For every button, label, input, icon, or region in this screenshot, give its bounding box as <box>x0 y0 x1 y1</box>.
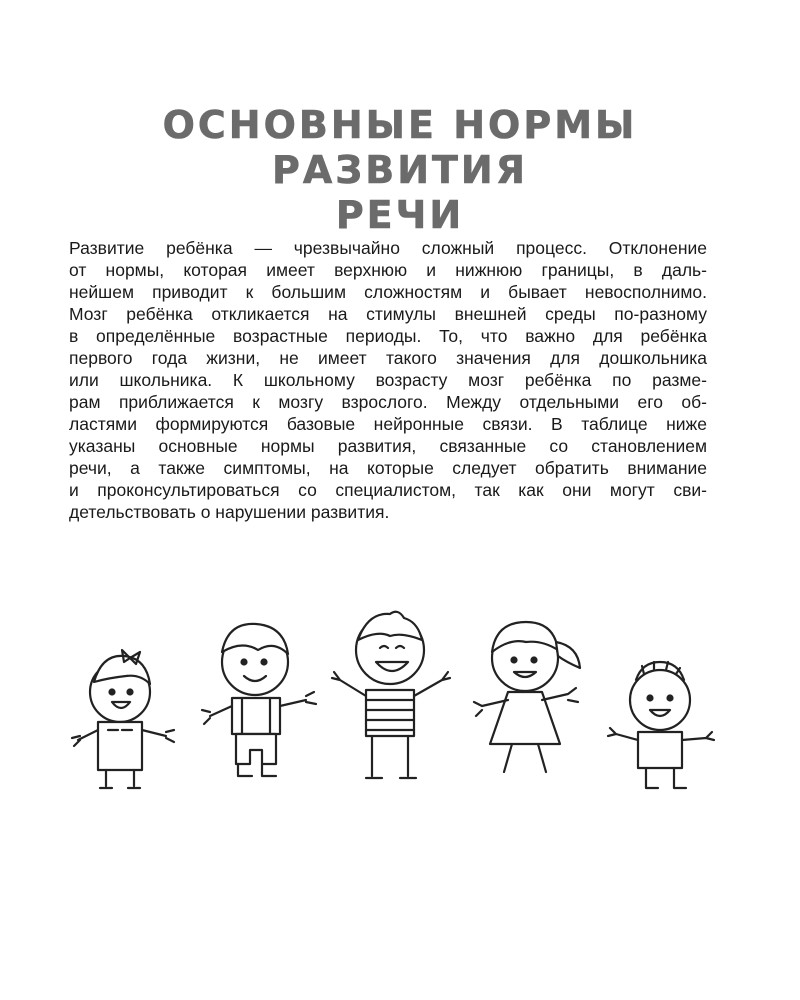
title-line-1: ОСНОВНЫЕ НОРМЫ <box>162 103 638 148</box>
body-line-1: Развитие ребёнка — чрезвычайно сложный процесс. Отклонение <box>69 238 707 258</box>
kid-girl-bow <box>72 650 174 788</box>
body-line-7: или школьника. К школьному возрасту мозг ребёнка по разме- <box>69 370 707 390</box>
kid-boy-small <box>608 662 714 788</box>
kid-girl-dress <box>474 622 580 772</box>
kid-boy-striped <box>332 612 450 778</box>
body-line-9: ластями формируются базовые нейронные связи. В таблице ниже <box>69 414 707 434</box>
body-line-3: нейшем приводит к большим сложностям и бывает невосполнимо. <box>69 282 707 302</box>
body-paragraph <box>69 237 707 523</box>
page-title <box>0 103 800 238</box>
body-line-8: рам приближается к мозгу взрослого. Между отдельными его об- <box>69 392 707 412</box>
body-line-10: указаны основные нормы развития, связанные со становлением <box>69 436 707 456</box>
children-illustration <box>50 600 730 810</box>
body-line-13: детельствовать о нарушении развития. <box>69 502 390 522</box>
title-line-2: РАЗВИТИЯ <box>271 148 528 193</box>
children-line-art <box>50 600 730 810</box>
title-line-3: РЕЧИ <box>335 193 465 238</box>
body-line-2: от нормы, которая имеет верхнюю и нижнюю границы, в даль- <box>69 260 707 280</box>
body-line-4: Мозг ребёнка откликается на стимулы внешней среды по-разному <box>69 304 707 324</box>
body-line-12: и проконсультироваться со специалистом, так как они могут сви- <box>69 480 707 500</box>
body-line-6: первого года жизни, не имеет такого значения для дошкольника <box>69 348 707 368</box>
body-line-11: речи, а также симптомы, на которые следует обратить внимание <box>69 458 707 478</box>
body-line-5: в определённые возрастные периоды. То, что важно для ребёнка <box>69 326 707 346</box>
kid-boy-suspenders <box>202 624 316 776</box>
